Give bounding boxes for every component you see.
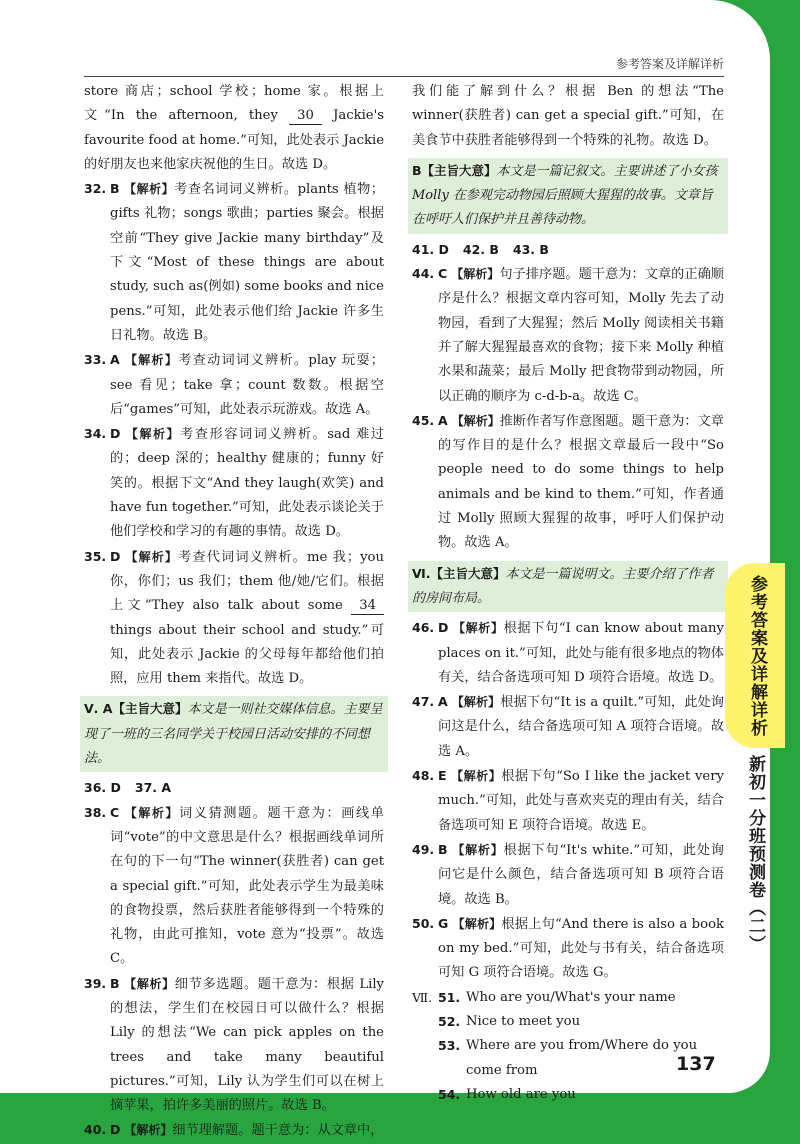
side-tab-label: 参考答案及详解详析 xyxy=(747,574,767,737)
answer-blank: 30 xyxy=(289,107,322,125)
answer-51: 51. Who are you/What's your name xyxy=(438,989,676,1005)
answer-54: 54. How old are you xyxy=(438,1086,576,1102)
question-44: 44. C 【解析】句子排序题。题干意为：文章的正确顺序是什么？根据文章内容可知，Molly 先去了动物园，看到了大猩猩；然后 Molly 阅读相关书籍并了解大猩猩最喜欢的食物；接下来 Molly 种植水果和蔬菜；最后 Molly 把食物带到动物园，所以正确的顺序为 c-d-b-a。故选 C。 xyxy=(412,266,724,404)
continued-paragraph-right: 我们能了解到什么？根据 Ben 的想法“The winner(获胜者) can get a special gift.”可知，在美食节中获胜者能够得到一个特殊的礼物。故选 D。 xyxy=(412,84,724,148)
question-32: 32. B 【解析】考查名词词义辨析。plants 植物；gifts 礼物；songs 歌曲；parties 聚会。根据空前“They give Jackie many birthday”及下文“Most of these things are about study, such as(例如) some books and nice pens.”可知，此处表示他们给 Jackie 许多生日礼物。故选 B。 xyxy=(84,181,384,343)
question-45: 45. A 【解析】推断作者写作意图题。题干意为：文章的写作目的是什么？根据文章最后一段中“So people need to do some things to help animals and be kind to them.”可知，作者通过 Molly 照顾大猩猩的故事，呼吁人们保护动物。故选 A。 xyxy=(412,412,724,551)
continued-paragraph: store 商店；school 学校；home 家。根据上文“In the afternoon, they 30 Jackie's favourite food at home.”可知，此处表示 Jackie 的好朋友也来他家庆祝他的生日。故选 D。 xyxy=(84,84,385,172)
question-33: 33. A 【解析】考查动词词义辨析。play 玩耍；see 看见；take 拿；count 数数。根据空后“games”可知，此处表示玩游戏。故选 A。 xyxy=(84,352,384,417)
answer-53: 53. Where are you from/Where do you come from xyxy=(438,1038,698,1078)
question-48: 48. E 【解析】根据下句“So I like the jacket very much.”可知，此处与喜欢夹克的理由有关，结合备选项可知 E 项符合语境。故选 E。 xyxy=(412,768,724,833)
page-number: 137 xyxy=(676,1053,716,1075)
answer-52: 52. Nice to meet you xyxy=(438,1013,581,1029)
answer-blank: 34 xyxy=(351,597,384,615)
question-39: 39. B 【解析】细节多选题。题干意为：根据 Lily 的想法，学生们在校园日可以做什么？根据 Lily 的想法“We can pick apples on the trees and take many beautiful pictures.”可知，Lily 认为学生们可以在树上摘苹果，拍许多美丽的照片。故选 B。 xyxy=(84,975,384,1114)
summary-box-b: B【主旨大意】本文是一篇记叙文。主要讲述了小女孩 Molly 在参观完动物园后照顾大猩猩的故事。文章旨在呼吁人们保护并且善待动物。 xyxy=(408,158,728,234)
question-35: 35. D 【解析】考查代词词义辨析。me 我；you 你，你们；us 我们；them 他/她/它们。根据上文“They also talk about some 34 things about their school and study.”可知，此处表示 Jackie 的父母每年都给他们拍照，应用 them 来指代。故选 D。 xyxy=(84,548,384,687)
summary-box-vi: Ⅵ.【主旨大意】本文是一篇说明文。主要介绍了作者的房间布局。 xyxy=(408,561,728,613)
question-49: 49. B 【解析】根据下句“It's white.”可知，此处询问它是什么颜色，结合备选项可知 B 项符合语境。故选 B。 xyxy=(412,841,724,907)
question-38: 38. C 【解析】词义猜测题。题干意为：画线单词“vote”的中文意思是什么？根据画线单词所在句的下一句“The winner(获胜者) can get a special gift.”可知，此处表示学生为最美味的食物投票，然后获胜者能够得到一个特殊的礼物，由此可推知，vote 意为“投票”。故选 C。 xyxy=(84,804,384,967)
answers-36-37: 36. D 37. A xyxy=(84,780,172,796)
summary-box-v: Ⅴ. A【主旨大意】本文是一则社交媒体信息。主要呈现了一班的三名同学关于校园日活动安排的不同想法。 xyxy=(80,696,388,772)
question-46: 46. D 【解析】根据下句“I can know about many places on it.”可知，此处与能有很多地点的物体有关，结合备选项可知 D 项符合语境。故选 D。 xyxy=(412,620,724,685)
answers-41-43: 41. D 42. B 43. B xyxy=(412,241,549,257)
question-47: 47. A 【解析】根据下句“It is a quilt.”可知，此处询问这是什么，结合备选项可知 A 项符合语境。故选 A。 xyxy=(412,694,724,759)
question-50: 50. G 【解析】根据上句“And there is also a book on my bed.”可知，此处与书有关，结合备选项可知 G 项符合语境。故选 G。 xyxy=(412,915,724,981)
section-vii: Ⅶ. 51. Who are you/What's your name 52. Nice to meet you 53. Where are you from/Where do you come from 54. How old are you xyxy=(412,986,724,1107)
left-column xyxy=(84,80,384,1144)
header-title: 参考答案及详解详析 xyxy=(615,57,724,71)
question-40: 40. D 【解析】细节理解题。题干意为：从文章中， xyxy=(84,1122,384,1139)
side-title: 新初一分班预测卷（二） xyxy=(745,755,765,953)
question-34: 34. D 【解析】考查形容词词义辨析。sad 难过的；deep 深的；healthy 健康的；funny 好笑的。根据下文“And they laugh(欢笑) and have fun together.”可知，此处表示谈论关于他们学校和学习的有趣的事情。故选 D。 xyxy=(84,426,384,540)
page-header xyxy=(84,52,724,77)
right-column xyxy=(412,80,724,1107)
